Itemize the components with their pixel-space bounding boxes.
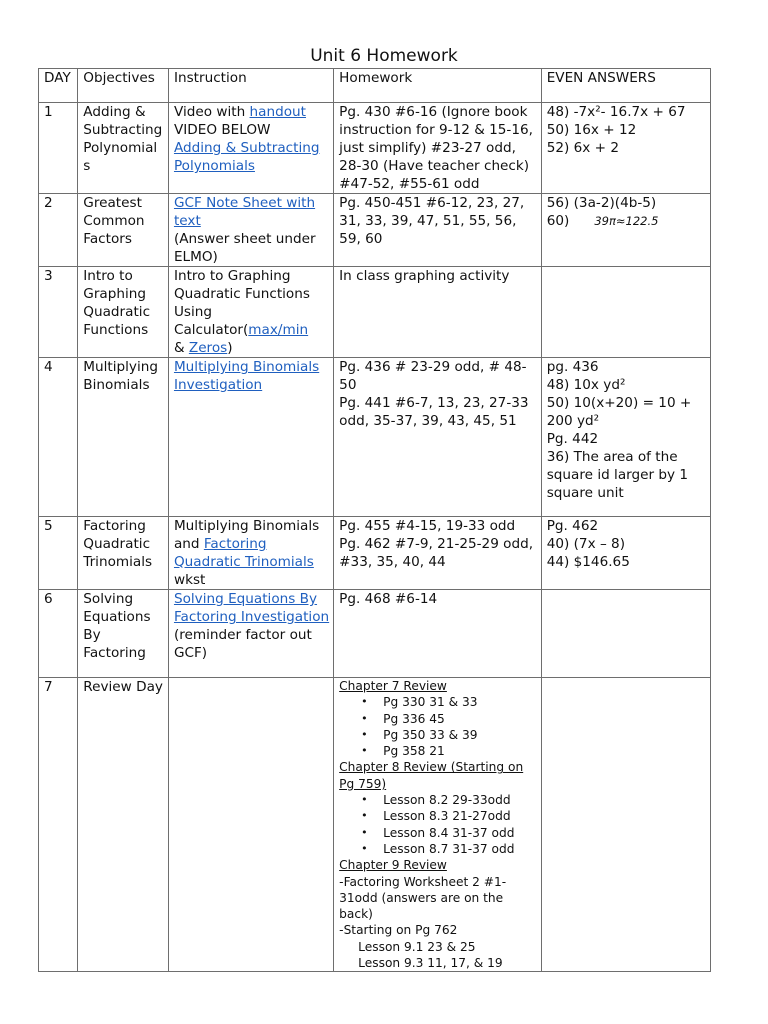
answer-line: 44) $146.65 xyxy=(546,554,630,570)
objective-cell: Intro to Graphing Quadratic Functions xyxy=(78,267,169,358)
answer-line: pg. 436 xyxy=(546,359,599,375)
day-cell: 6 xyxy=(39,590,78,678)
instruction-cell xyxy=(168,590,333,678)
zeros-link[interactable]: Zeros xyxy=(188,340,228,356)
day-cell: 2 xyxy=(39,194,78,267)
table-header-row xyxy=(39,69,711,103)
list-item: • Lesson 8.7 31-37 odd xyxy=(383,841,537,857)
answer-line: 52) 6x + 2 xyxy=(546,140,619,156)
page-title: Unit 6 Homework xyxy=(310,46,458,66)
list-item: • Pg 350 33 & 39 xyxy=(383,727,537,743)
chapter-7-review-heading: Chapter 7 Review xyxy=(339,679,447,693)
answers-cell xyxy=(541,678,710,972)
instruction-cell xyxy=(168,194,333,267)
day-cell: 7 xyxy=(39,678,78,972)
header-homework: Homework xyxy=(334,69,542,103)
table-row xyxy=(39,267,711,358)
instruction-cell xyxy=(168,267,333,358)
list-item: • Pg 358 21 xyxy=(383,743,537,759)
objective-cell: Solving Equations By Factoring xyxy=(78,590,169,678)
table-row xyxy=(39,103,711,194)
table-row xyxy=(39,678,711,972)
list-item: Lesson 9.3 11, 17, & 19 xyxy=(358,956,503,971)
day-cell: 3 xyxy=(39,267,78,358)
factoring-quadratic-trinomials-link[interactable]: Factoring Quadratic Trinomials xyxy=(173,536,314,570)
header-day: DAY xyxy=(39,69,78,103)
answers-cell xyxy=(541,103,710,194)
homework-line: -Starting on Pg 762 xyxy=(339,923,458,938)
answer-line: 50) 16x + 12 xyxy=(546,122,637,138)
instruction-text: ) xyxy=(227,340,233,356)
handout-link[interactable]: handout xyxy=(249,104,306,120)
answers-cell xyxy=(541,267,710,358)
homework-cell: In class graphing activity xyxy=(334,267,542,358)
answers-cell xyxy=(541,194,710,267)
chapter-8-list xyxy=(339,792,537,857)
gcf-note-sheet-link[interactable]: GCF Note Sheet with text xyxy=(173,195,316,229)
instruction-text: wkst xyxy=(173,572,206,588)
objective-cell: Greatest Common Factors xyxy=(78,194,169,267)
homework-cell: Pg. 430 #6-16 (Ignore book instruction for 9-12 & 15-16, just simplify) #23-27 odd, 28-30 (Have teacher check) #47-52, #55-61 odd xyxy=(334,103,542,194)
objective-cell: Review Day xyxy=(78,678,169,972)
header-objectives: Objectives xyxy=(78,69,169,103)
homework-table xyxy=(38,68,711,972)
objective-cell: Factoring Quadratic Trinomials xyxy=(78,517,169,590)
list-item: • Lesson 8.4 31-37 odd xyxy=(383,825,537,841)
day-cell: 5 xyxy=(39,517,78,590)
answer-line: 50) 10(x+20) = 10 + 200 yd² xyxy=(546,395,692,429)
chapter-9-review-heading: Chapter 9 Review xyxy=(339,858,447,873)
answer-label: 60) xyxy=(546,213,570,229)
instruction-cell xyxy=(168,358,333,517)
homework-cell: Pg. 468 #6-14 xyxy=(334,590,542,678)
list-item: • Lesson 8.2 29-33odd xyxy=(383,792,537,808)
homework-line: -Factoring Worksheet 2 #1-31odd (answers are on the back) xyxy=(339,874,507,922)
objective-cell: Adding & Subtracting Polynomials xyxy=(78,103,169,194)
answers-cell xyxy=(541,590,710,678)
answer-line: Pg. 442 xyxy=(546,431,599,447)
instruction-cell xyxy=(168,103,333,194)
answer-line: Pg. 462 xyxy=(546,518,599,534)
instruction-text: & xyxy=(173,340,189,356)
answer-line: 48) -7x²- 16.7x + 67 xyxy=(546,104,686,120)
instruction-text: Multiplying Binomials and xyxy=(173,518,320,552)
instruction-cell xyxy=(168,517,333,590)
header-instruction: Instruction xyxy=(168,69,333,103)
instruction-note: (Answer sheet under ELMO) xyxy=(173,231,316,265)
answer-line: 36) The area of the square id larger by 1 square unit xyxy=(546,449,689,501)
table-row xyxy=(39,517,711,590)
adding-subtracting-polynomials-link[interactable]: Adding & Subtracting Polynomials xyxy=(173,140,320,174)
multiplying-binomials-investigation-link[interactable]: Multiplying Binomials Investigation xyxy=(173,359,320,393)
instruction-text: Intro to Graphing Quadratic Functions Using Calculator( xyxy=(173,268,310,338)
answer-line: 56) (3a-2)(4b-5) xyxy=(546,195,657,211)
answer-line: 40) (7x – 8) xyxy=(546,536,626,552)
instruction-cell xyxy=(168,678,333,972)
list-item: Lesson 9.1 23 & 25 xyxy=(358,939,476,954)
list-item: • Lesson 8.3 21-27odd xyxy=(383,808,537,824)
table-row xyxy=(39,194,711,267)
answer-formula: 39π≈122.5 xyxy=(594,214,659,228)
answer-line xyxy=(547,212,706,230)
day-cell: 4 xyxy=(39,358,78,517)
chapter-8-review-heading: Chapter 8 Review (Starting on Pg 759) xyxy=(339,760,524,791)
instruction-text: VIDEO BELOW xyxy=(173,122,271,138)
chapter-7-list xyxy=(339,694,537,759)
homework-cell: Pg. 450-451 #6-12, 23, 27, 31, 33, 39, 47, 51, 55, 56, 59, 60 xyxy=(334,194,542,267)
day-cell: 1 xyxy=(39,103,78,194)
objective-cell: Multiplying Binomials xyxy=(78,358,169,517)
table-row xyxy=(39,590,711,678)
homework-line: Pg. 462 #7-9, 21-25-29 odd, #33, 35, 40, 44 xyxy=(339,536,534,570)
homework-cell xyxy=(334,358,542,517)
homework-line: Pg. 436 # 23-29 odd, # 48-50 xyxy=(339,359,527,393)
instruction-text: Video with xyxy=(173,104,250,120)
answers-cell xyxy=(541,517,710,590)
homework-line: Pg. 441 #6-7, 13, 23, 27-33 odd, 35-37, 39, 43, 45, 51 xyxy=(339,395,529,429)
homework-cell xyxy=(334,517,542,590)
max-min-link[interactable]: max/min xyxy=(248,322,309,338)
list-item: • Pg 330 31 & 33 xyxy=(383,694,537,710)
homework-line: Pg. 455 #4-15, 19-33 odd xyxy=(339,518,516,534)
answers-cell xyxy=(541,358,710,517)
homework-cell xyxy=(334,678,542,972)
list-item: • Pg 336 45 xyxy=(383,711,537,727)
answer-line: 48) 10x yd² xyxy=(546,377,626,393)
header-even-answers: EVEN ANSWERS xyxy=(541,69,710,103)
solving-equations-by-factoring-link[interactable]: Solving Equations By Factoring Investigation xyxy=(173,591,330,625)
instruction-note: (reminder factor out GCF) xyxy=(173,627,312,661)
table-row xyxy=(39,358,711,517)
